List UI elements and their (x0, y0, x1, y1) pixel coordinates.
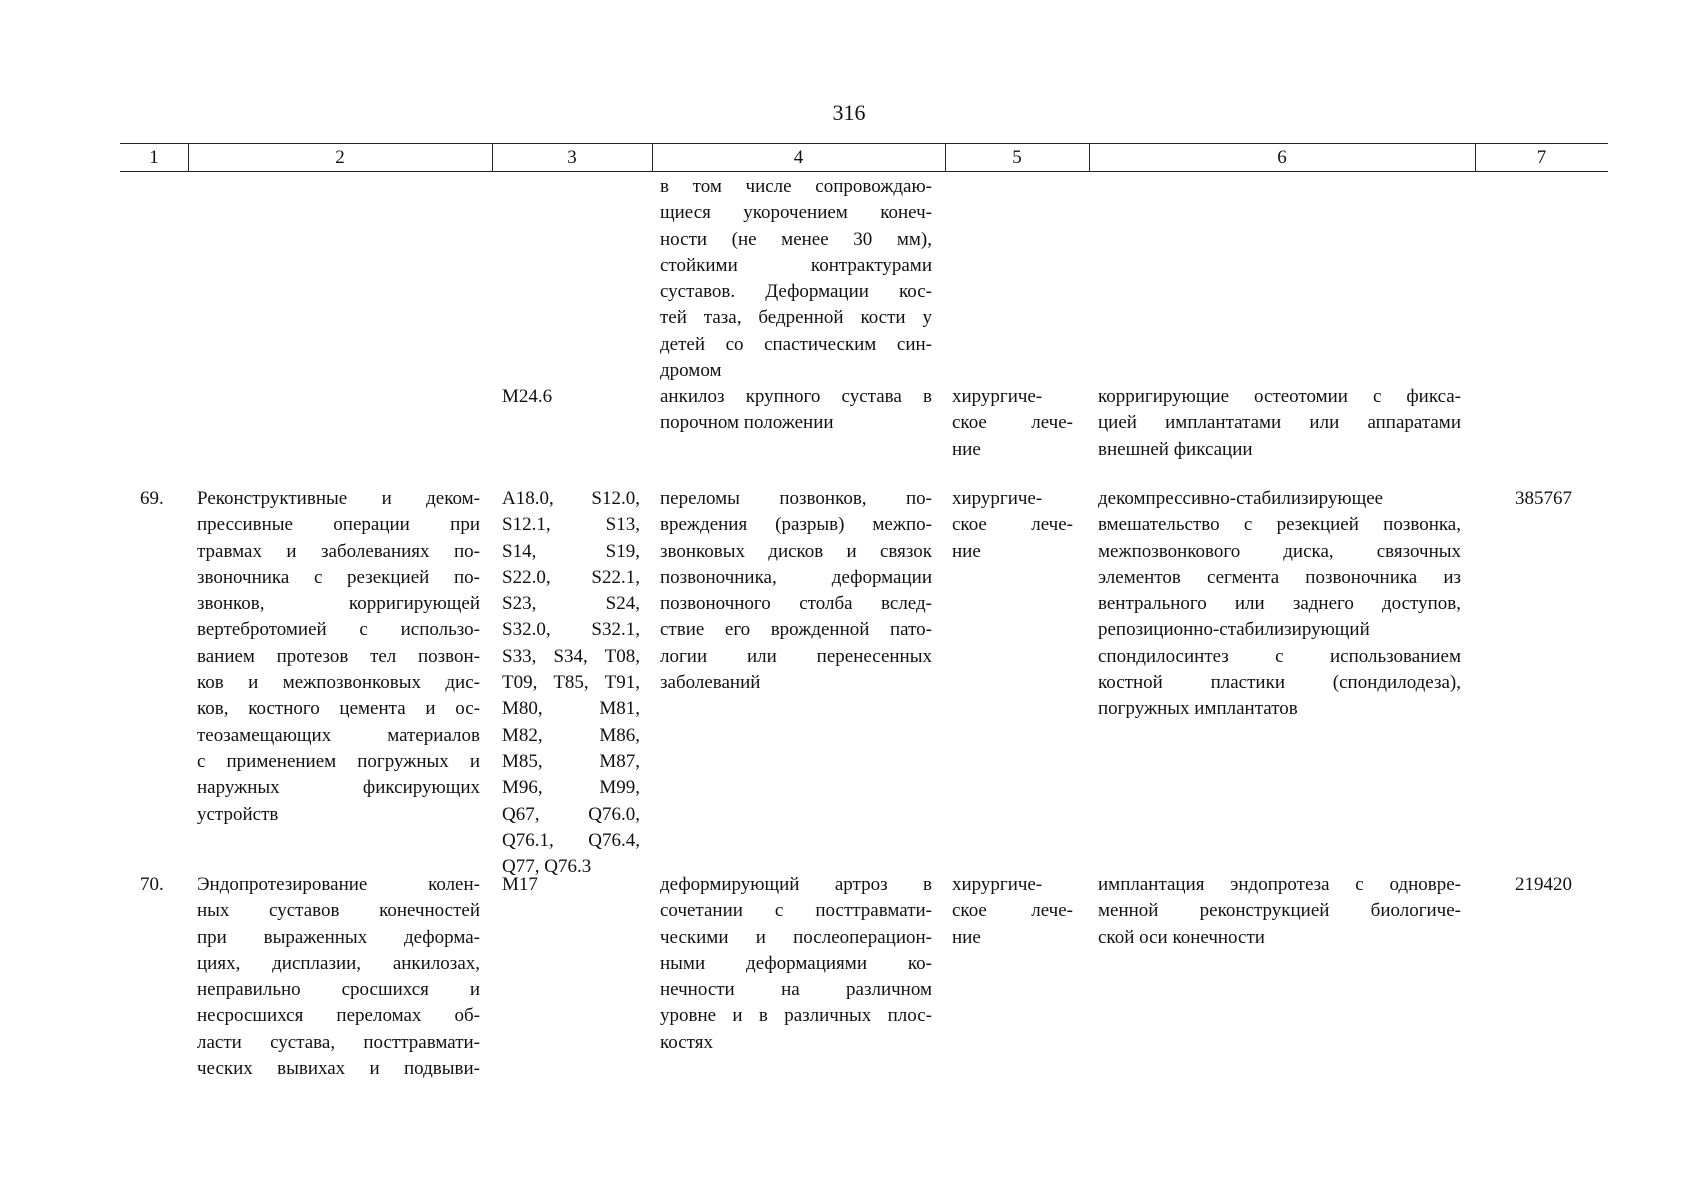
header-col-5: 5 (1012, 147, 1022, 168)
row-number: 70. (140, 874, 164, 895)
text-line: ванием протезов тел позвон- (197, 645, 480, 667)
text-line: менной реконструкцией биологиче- (1098, 900, 1461, 922)
continuation-treatment-type (952, 384, 1073, 463)
row-70-method (1098, 872, 1461, 951)
text-line: корригирующие остеотомии с фикса- (1098, 386, 1461, 407)
row-70-cost: 219420 (1515, 874, 1572, 895)
text-line: ческих вывихах и подвыви- (197, 1058, 480, 1080)
text-line: вреждения (разрыв) межпо- (660, 514, 932, 536)
text-line: с применением погружных и (197, 750, 480, 772)
text-line: внешней фиксации (1098, 438, 1253, 460)
code-line: M96, M99, (502, 777, 640, 799)
row-number: 69. (140, 488, 164, 509)
header-col-2: 2 (335, 147, 345, 168)
text-line: устройств (197, 803, 279, 825)
text-line: травмах и заболеваниях по- (197, 540, 480, 562)
text-line: в том числе сопровождаю- (660, 176, 932, 197)
text-line: звонков, корригирующей (197, 593, 480, 615)
continuation-description (660, 174, 932, 384)
row-69-cost: 385767 (1515, 488, 1572, 509)
code-line: M82, M86, (502, 724, 640, 746)
text-line: звоночника с резекцией по- (197, 566, 480, 588)
text-line: ческими и послеоперацион- (660, 926, 932, 948)
text-line: ласти сустава, посттравмати- (197, 1031, 480, 1053)
code-line: M85, M87, (502, 750, 640, 772)
text-line: циях, дисплазии, анкилозах, (197, 952, 480, 974)
text-line: переломы позвонков, по- (660, 488, 932, 509)
text-line: ными деформациями ко- (660, 952, 932, 974)
text-line: костях (660, 1031, 713, 1053)
text-line: ской оси конечности (1098, 926, 1265, 948)
text-line: хирургиче- (952, 874, 1043, 895)
code-line: S12.1, S13, (502, 514, 640, 536)
continuation-method (1098, 384, 1461, 463)
text-line: ское лече- (952, 514, 1073, 536)
text-line: костной пластики (спондилодеза), (1098, 672, 1461, 694)
text-line: позвоночника, деформации (660, 566, 932, 588)
text-line: стойкими контрактурами (660, 254, 932, 276)
text-line: ние (952, 438, 981, 460)
text-line: заболеваний (660, 672, 761, 694)
code-line: M80, M81, (502, 698, 640, 720)
code-line: S33, S34, T08, (502, 645, 640, 667)
text-line: элементов сегмента позвоночника из (1098, 566, 1461, 588)
text-line: звонковых дисков и связок (660, 540, 932, 562)
text-line: деформирующий артроз в (660, 874, 932, 895)
text-line: несросшихся переломах об- (197, 1005, 480, 1027)
code-line: S14, S19, (502, 540, 640, 562)
text-line: спондилосинтез с использованием (1098, 645, 1461, 667)
code-line: Q67, Q76.0, (502, 803, 640, 825)
text-line: прессивные операции при (197, 514, 480, 536)
code-line: A18.0, S12.0, (502, 488, 640, 509)
code-line: S22.0, S22.1, (502, 566, 640, 588)
text-line: Эндопротезирование колен- (197, 874, 480, 895)
text-line: дромом (660, 360, 722, 382)
text-line: межпозвонкового диска, связочных (1098, 540, 1461, 562)
text-line: хирургиче- (952, 488, 1043, 509)
code-line: M17 (502, 874, 538, 895)
text-line: ных суставов конечностей (197, 900, 480, 922)
code-line: S23, S24, (502, 593, 640, 615)
header-col-4: 4 (793, 147, 804, 168)
text-line: ское лече- (952, 900, 1073, 922)
text-line: теозамещающих материалов (197, 724, 480, 746)
row-69-codes (502, 486, 640, 880)
text-line: ское лече- (952, 412, 1073, 434)
text-line: сочетании с посттравмати- (660, 900, 932, 922)
row-70-model (660, 872, 932, 1056)
text-line: ствие его врожденной пато- (660, 619, 932, 641)
row-69-method (1098, 486, 1461, 723)
code-line: T09, T85, T91, (502, 672, 640, 694)
text-line: погружных имплантатов (1098, 698, 1298, 720)
header-col-6: 6 (1277, 147, 1287, 168)
continuation-model (660, 384, 932, 437)
text-line: нечности на различном (660, 979, 932, 1001)
text-line: щиеся укорочением конеч- (660, 202, 932, 224)
text-line: детей со спастическим син- (660, 333, 932, 355)
text-line: Реконструктивные и деком- (197, 488, 480, 509)
text-line: ние (952, 540, 981, 562)
text-line: ние (952, 926, 981, 948)
text-line: вентрального или заднего доступов, (1098, 593, 1461, 615)
continuation-code (502, 384, 642, 410)
code-line: S32.0, S32.1, (502, 619, 640, 641)
text-line: неправильно сросшихся и (197, 979, 480, 1001)
text-line: логии или перенесенных (660, 645, 932, 667)
text-line: вмешательство с резекцией позвонка, (1098, 514, 1461, 536)
text-line: позвоночного столба вслед- (660, 593, 932, 615)
text-line: ков и межпозвонковых дис- (197, 672, 480, 694)
text-line: анкилоз крупного сустава в (660, 386, 932, 407)
text-line: тей таза, бедренной кости у (660, 307, 932, 329)
table-header (120, 143, 1608, 172)
text-line: порочном положении (660, 412, 834, 434)
text-line: имплантация эндопротеза с одновре- (1098, 874, 1461, 895)
text-line: ков, костного цемента и ос- (197, 698, 480, 720)
row-70-procedure (197, 872, 480, 1082)
page-number: 316 (832, 100, 866, 125)
text-line: цией имплантатами или аппаратами (1098, 412, 1461, 434)
text-line: наружных фиксирующих (197, 777, 480, 799)
header-col-1: 1 (149, 147, 159, 168)
row-70-treatment-type (952, 872, 1073, 951)
code-line: Q76.1, Q76.4, (502, 829, 640, 851)
text-line: вертебротомией с использо- (197, 619, 480, 641)
text-line: ности (не менее 30 мм), (660, 228, 932, 250)
text-line: уровне и в различных плос- (660, 1005, 932, 1027)
header-col-3: 3 (567, 147, 577, 168)
header-col-7: 7 (1536, 147, 1547, 168)
row-70-codes (502, 872, 640, 898)
row-69-model (660, 486, 932, 696)
diagnosis-code: M24.6 (502, 386, 553, 407)
text-line: хирургиче- (952, 386, 1043, 407)
text-line: репозиционно-стабилизирующий (1098, 619, 1370, 641)
text-line: при выраженных деформа- (197, 926, 480, 948)
text-line: суставов. Деформации кос- (660, 281, 932, 303)
text-line: декомпрессивно-стабилизирующее (1098, 488, 1384, 509)
code-line: Q77, Q76.3 (502, 856, 592, 878)
row-69-procedure (197, 486, 480, 828)
row-69-treatment-type (952, 486, 1073, 565)
